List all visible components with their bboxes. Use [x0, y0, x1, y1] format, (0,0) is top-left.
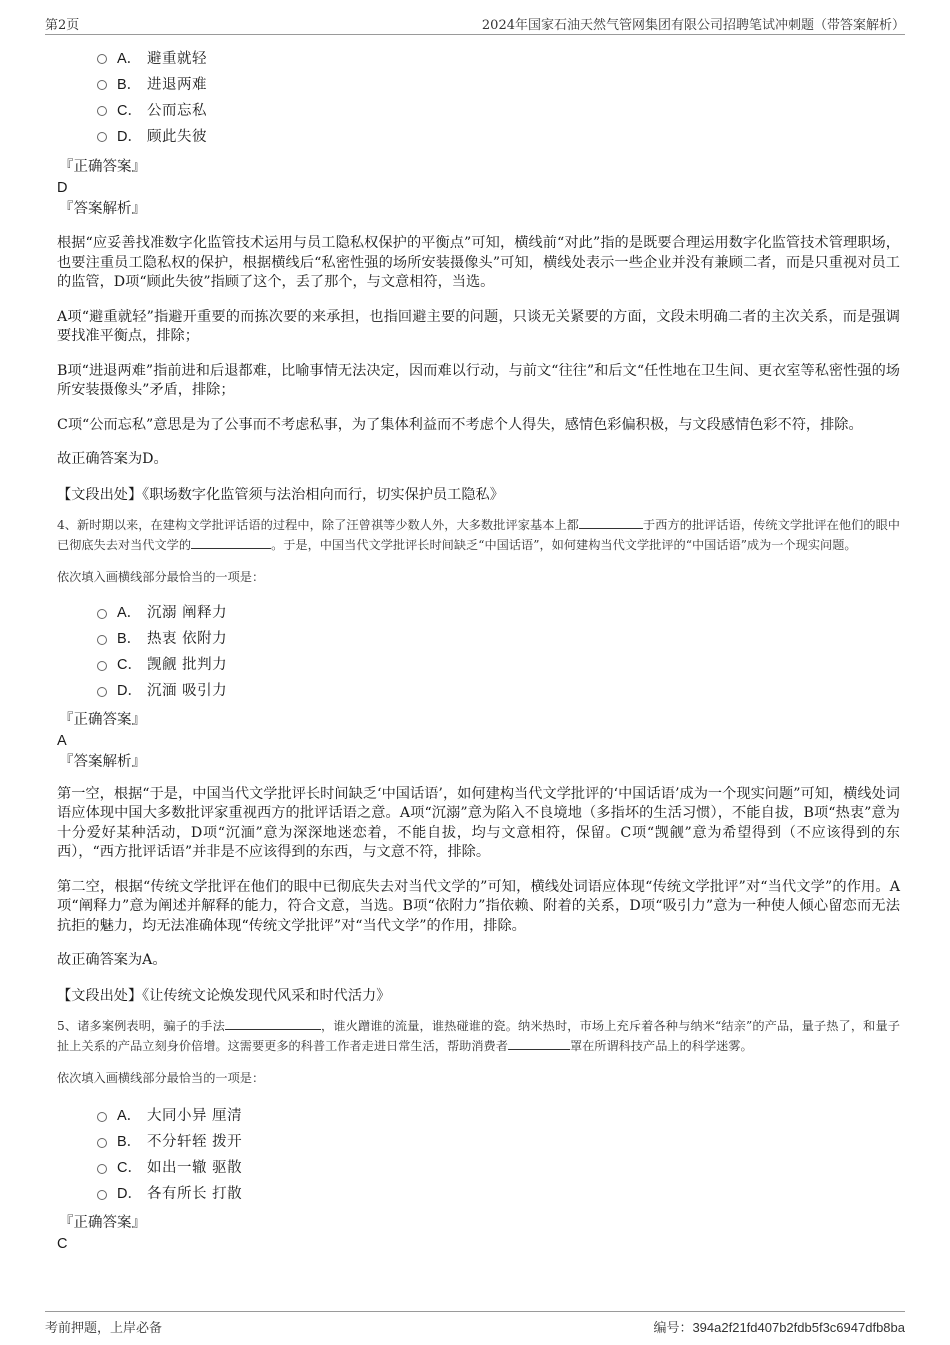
q3-analysis-4: C项“公而忘私”意思是为了公事而不考虑私事，为了集体利益而不考虑个人得失，感情色彩偏积极，与文段感情色彩不符，排除。 — [57, 416, 863, 433]
q5-option-c[interactable]: C． 如出一辙 驱散 — [97, 1154, 900, 1180]
blank-line — [579, 515, 643, 529]
radio-icon[interactable] — [97, 1164, 107, 1174]
q3-option-d[interactable]: D． 顾此失彼 — [97, 122, 900, 148]
q5-option-b[interactable]: B． 不分轩轾 拨开 — [97, 1128, 900, 1154]
document-title: 2024年国家石油天然气管网集团有限公司招聘笔试冲刺题（带答案解析） — [481, 18, 905, 33]
radio-icon[interactable] — [97, 1138, 107, 1148]
radio-icon[interactable] — [97, 687, 107, 697]
q5-instruction: 依次填入画横线部分最恰当的一项是： — [57, 1070, 265, 1085]
q3-conclusion: 故正确答案为D。 — [57, 451, 168, 467]
analysis-label: 『答案解析』 — [59, 201, 146, 217]
q3-option-b[interactable]: B． 进退两难 — [97, 70, 900, 96]
q3-answer: D — [57, 180, 68, 196]
page-header — [45, 12, 905, 35]
q3-option-a[interactable]: A． 避重就轻 — [97, 44, 900, 70]
q3-analysis-1: 根据“应妥善找准数字化监管技术运用与员工隐私权保护的平衡点”可知，横线前“对此”指的是既要合理运用数字化监管技术管理职场，也要注重员工隐私权的保护，根据横线后“私密性强的场所安装摄像头”可知，横线处表示一些企业并没有兼顾二者，而是只重视对员工的监管，D项“顾此失彼”指顾了这个，丢了那个，与文意相符，当选。 — [57, 235, 900, 290]
radio-icon[interactable] — [97, 609, 107, 619]
document-code: 编号：394a2f21fd407b2fdb5f3c6947dfb8ba — [653, 1320, 905, 1335]
blank-line — [191, 535, 271, 549]
page-number: 第2页 — [45, 18, 80, 33]
radio-icon[interactable] — [97, 1112, 107, 1122]
q5-answer: C — [57, 1235, 68, 1252]
q4-analysis-2: 第二空，根据“传统文学批评在他们的眼中已彻底失去对当代文学的”可知，横线处词语应体现“传统文学批评”对“当代文学”的作用。A项“阐释力”意为阐述并解释的能力，符合文意，当选。B项“依附力”指依赖、附着的关系，D项“吸引力”意为一种使人倾心留恋而无法抗拒的魅力，均无法准确体现“传统文学批评”对“当代文学”的作用，排除。 — [57, 878, 900, 934]
radio-icon[interactable] — [97, 54, 107, 64]
radio-icon[interactable] — [97, 1190, 107, 1200]
q5-option-a[interactable]: A． 大同小异 厘清 — [97, 1102, 900, 1128]
page-content — [57, 44, 900, 1254]
page-footer — [45, 1311, 905, 1338]
q4-option-d[interactable]: D． 沉湎 吸引力 — [97, 677, 900, 703]
footer-slogan: 考前押题，上岸必备 — [45, 1321, 163, 1336]
q4-instruction: 依次填入画横线部分最恰当的一项是： — [57, 569, 265, 584]
radio-icon[interactable] — [97, 80, 107, 90]
q4-source: 【文段出处】《让传统文论焕发现代风采和时代活力》 — [57, 987, 391, 1004]
q3-option-c[interactable]: C． 公而忘私 — [97, 96, 900, 122]
radio-icon[interactable] — [97, 106, 107, 116]
radio-icon[interactable] — [97, 635, 107, 645]
analysis-label: 『答案解析』 — [59, 753, 146, 770]
q3-analysis-3: B项“进退两难”指前进和后退都难，比喻事情无法决定，因而难以行动，与前文“往往”和后文“任性地在卫生间、更衣室等私密性强的场所安装摄像头”矛盾，排除； — [57, 362, 900, 398]
radio-icon[interactable] — [97, 661, 107, 671]
q4-answer: A — [57, 732, 67, 749]
q4-conclusion: 故正确答案为A。 — [57, 952, 167, 968]
correct-answer-label: 『正确答案』 — [59, 711, 146, 728]
q4-analysis-1: 第一空，根据“于是，中国当代文学批评长时间缺乏‘中国话语’，如何建构当代文学批评的‘中国话语’成为一个现实问题”可知，横线处词语应体现中国大多数批评家重视西方的批评话语之意。A项“沉溺”意为陷入不良境地（多指坏的生活习惯），不能自拔，B项“热衷”意为十分爱好某种活动，D项“沉湎”意为深深地迷恋着，不能自拔，均与文意相符，保留。C项“觊觎”意为希望得到（不应该得到的东西），“西方批评话语”并非是不应该得到的东西，与文意不符，排除。 — [57, 785, 900, 860]
q5-stem: 5、诸多案例表明，骗子的手法 ，谁火蹭谁的流量，谁热碰谁的瓷。纳米热时，市场上充斥着各种与纳米“结亲”的产品，量子热了，和量子扯上关系的产品立刻身价倍增。这需要更多的科普工作者走进日常生活，帮助消费者 罩在所谓科技产品上的科学迷雾。 — [57, 1016, 900, 1056]
correct-answer-label: 『正确答案』 — [59, 159, 146, 175]
q4-stem: 4、新时期以来，在建构文学批评话语的过程中，除了汪曾祺等少数人外，大多数批评家基本上都 于西方的批评话语，传统文学批评在他们的眼中已彻底失去对当代文学的 。于是，中国当代文学批评长时间缺乏“中国话语”，如何建构当代文学批评的“中国话语”成为一个现实问题。 — [57, 515, 900, 555]
blank-line — [225, 1016, 321, 1030]
q4-option-b[interactable]: B． 热衷 依附力 — [97, 625, 900, 651]
radio-icon[interactable] — [97, 132, 107, 142]
q4-options — [57, 599, 900, 703]
q4-option-c[interactable]: C． 觊觎 批判力 — [97, 651, 900, 677]
q5-option-d[interactable]: D． 各有所长 打散 — [97, 1180, 900, 1206]
q3-source: 【文段出处】《职场数字化监管须与法治相向而行，切实保护员工隐私》 — [57, 486, 504, 503]
q4-option-a[interactable]: A． 沉溺 阐释力 — [97, 599, 900, 625]
q5-options — [57, 1102, 900, 1206]
blank-line — [508, 1036, 570, 1050]
q3-analysis-2: A项“避重就轻”指避开重要的而拣次要的来承担，也指回避主要的问题，只谈无关紧要的方面，文段未明确二者的主次关系，而是强调要找准平衡点，排除； — [57, 308, 900, 344]
q3-options — [57, 44, 900, 148]
correct-answer-label: 『正确答案』 — [59, 1214, 146, 1231]
